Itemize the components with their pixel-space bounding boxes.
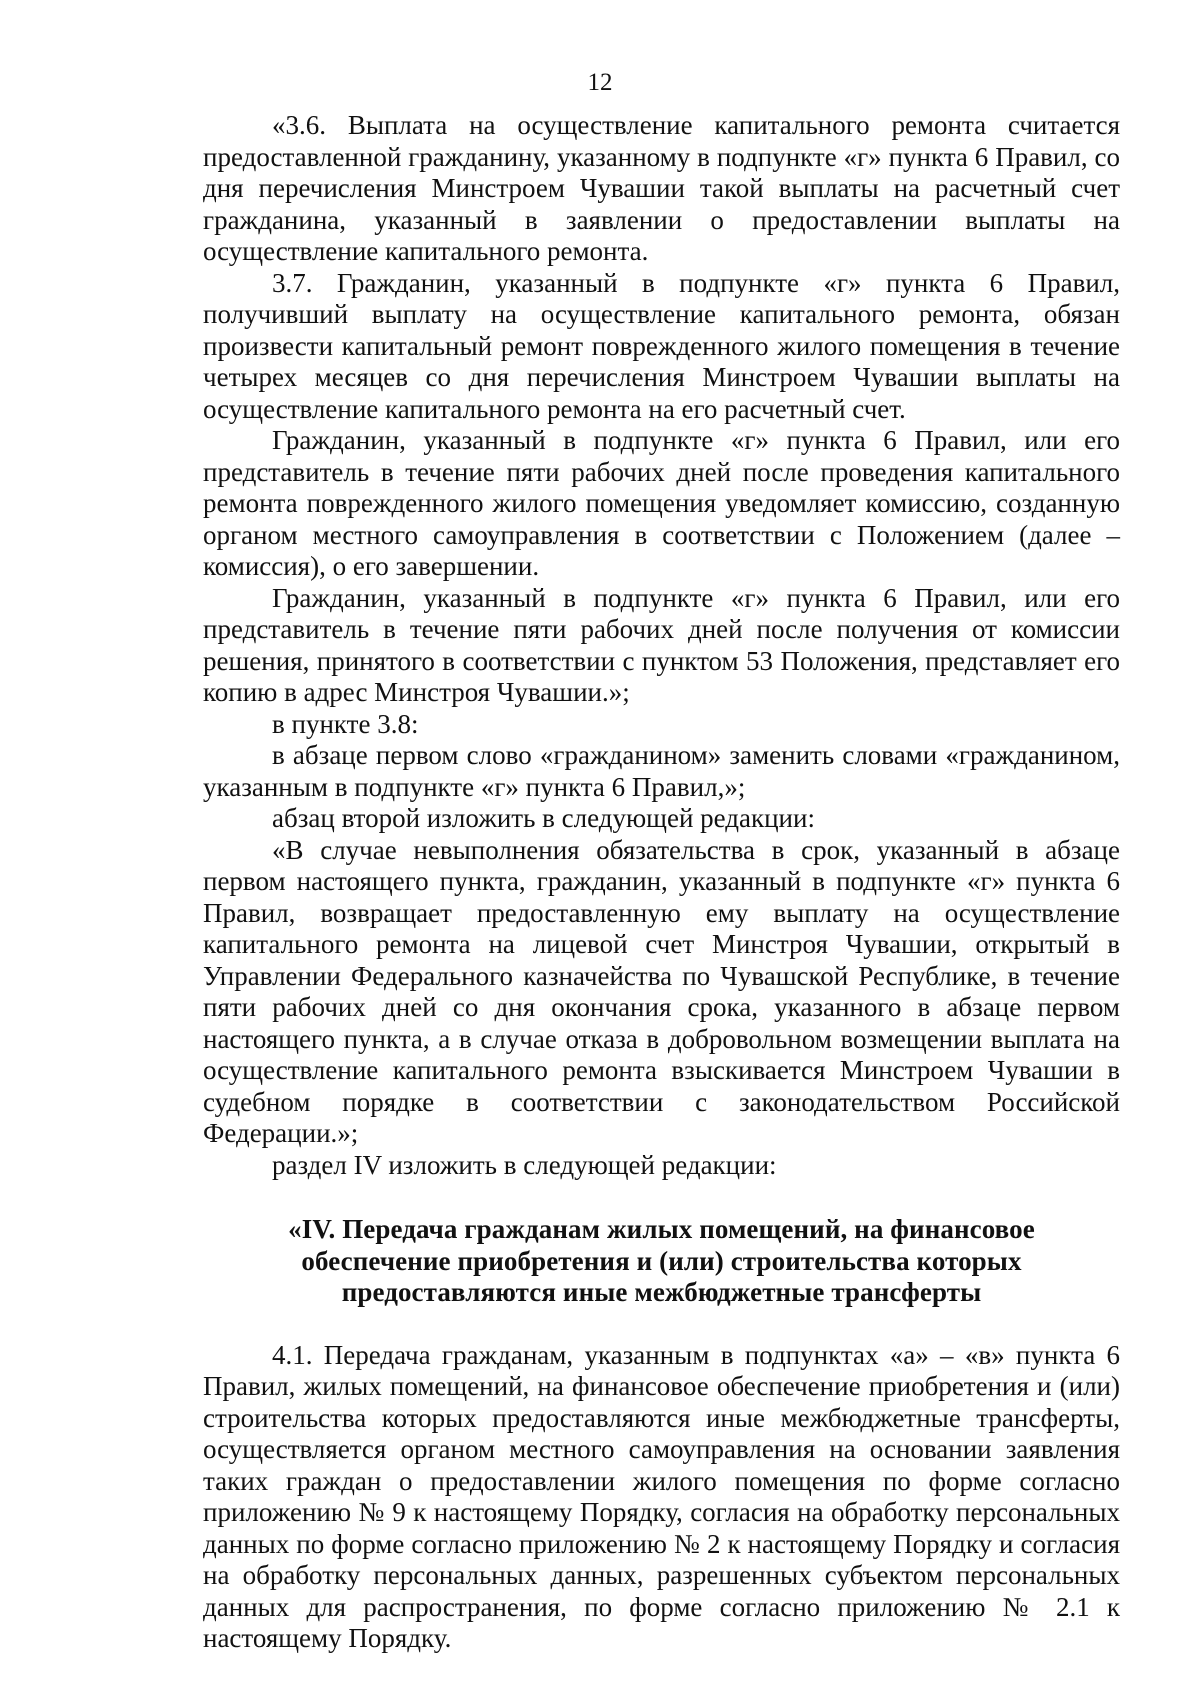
paragraph-first-abzac-change: в абзаце первом слово «гражданином» заменить словами «гражданином, указанным в подпункте «г» пункта 6 Правил,»;: [203, 740, 1120, 802]
page-number: 12: [587, 69, 613, 96]
section-heading-line-3: предоставляются иные межбюджетные трансферты: [341, 1277, 982, 1307]
paragraph-notification: Гражданин, указанный в подпункте «г» пункта 6 Правил, или его представитель в течение пяти рабочих дней после проведения капитального ремонта поврежденного жилого помещения уведомляет комиссию, созданную органом местного самоуправления в соответствии с Положением (далее – комиссия), о его завершении.: [203, 425, 1120, 581]
paragraph-4-1: 4.1. Передача гражданам, указанным в подпунктах «а» – «в» пункта 6 Правил, жилых помещений, на финансовое обеспечение приобретения и (или) строительства которых предоставляются иные межбюджетные трансферты, осуществляется органом местного самоуправления на основании заявления таких граждан о предоставлении жилого помещения по форме согласно приложению № 9 к настоящему Порядку, согласия на обработку персональных данных по форме согласно приложению № 2 к настоящему Порядку и согласия на обработку персональных данных, разрешенных субъектом персональных данных для распространения, по форме согласно приложению № 2.1 к настоящему Порядку.: [203, 1339, 1120, 1653]
section-heading-line-2: обеспечение приобретения и (или) строительства которых: [301, 1245, 1022, 1276]
paragraph-second-abzac-intro: абзац второй изложить в следующей редакции:: [272, 803, 815, 833]
paragraph-3-7: 3.7. Гражданин, указанный в подпункте «г» пункта 6 Правил, получивший выплату на осуществление капитального ремонта, обязан произвести капитальный ремонт поврежденного жилого помещения в течение четырех месяцев со дня перечисления Минстроем Чувашии выплаты на осуществление капитального ремонта на его расчетный счет.: [203, 267, 1120, 424]
paragraph-refund-obligation: «В случае невыполнения обязательства в срок, указанный в абзаце первом настоящего пункта, гражданин, указанный в подпункте «г» пункта 6 Правил, возвращает предоставленную ему выплату на осуществление капитального ремонта на лицевой счет Минстроя Чувашии, открытый в Управлении Федерального казначейства по Чувашской Республике, в течение пяти рабочих дней со дня окончания срока, указанного в абзаце первом настоящего пункта, а в случае отказа в добровольном возмещении выплата на осуществление капитального ремонта взыскивается Минстроем Чувашии в судебном порядке в соответствии с законодательством Российской Федерации.»;: [203, 834, 1120, 1148]
paragraph-copy-submission: Гражданин, указанный в подпункте «г» пункта 6 Правил, или его представитель в течение пяти рабочих дней после получения от комиссии решения, принятого в соответствии с пунктом 53 Положения, представляет его копию в адрес Минстроя Чувашии.»;: [203, 582, 1120, 707]
document-body: [203, 110, 1120, 1655]
paragraph-point-3-8: в пункте 3.8:: [272, 708, 419, 739]
section-heading: [203, 1214, 1120, 1309]
paragraph-section-iv-intro: раздел IV изложить в следующей редакции:: [272, 1149, 777, 1180]
section-heading-line-1: «IV. Передача гражданам жилых помещений, на финансовое: [288, 1214, 1035, 1244]
paragraph-3-6: «3.6. Выплата на осуществление капитального ремонта считается предоставленной гражданину, указанному в подпункте «г» пункта 6 Правил, со дня перечисления Минстроем Чувашии такой выплаты на расчетный счет гражданина, указанный в заявлении о предоставлении выплаты на осуществление капитального ремонта.: [203, 110, 1120, 266]
